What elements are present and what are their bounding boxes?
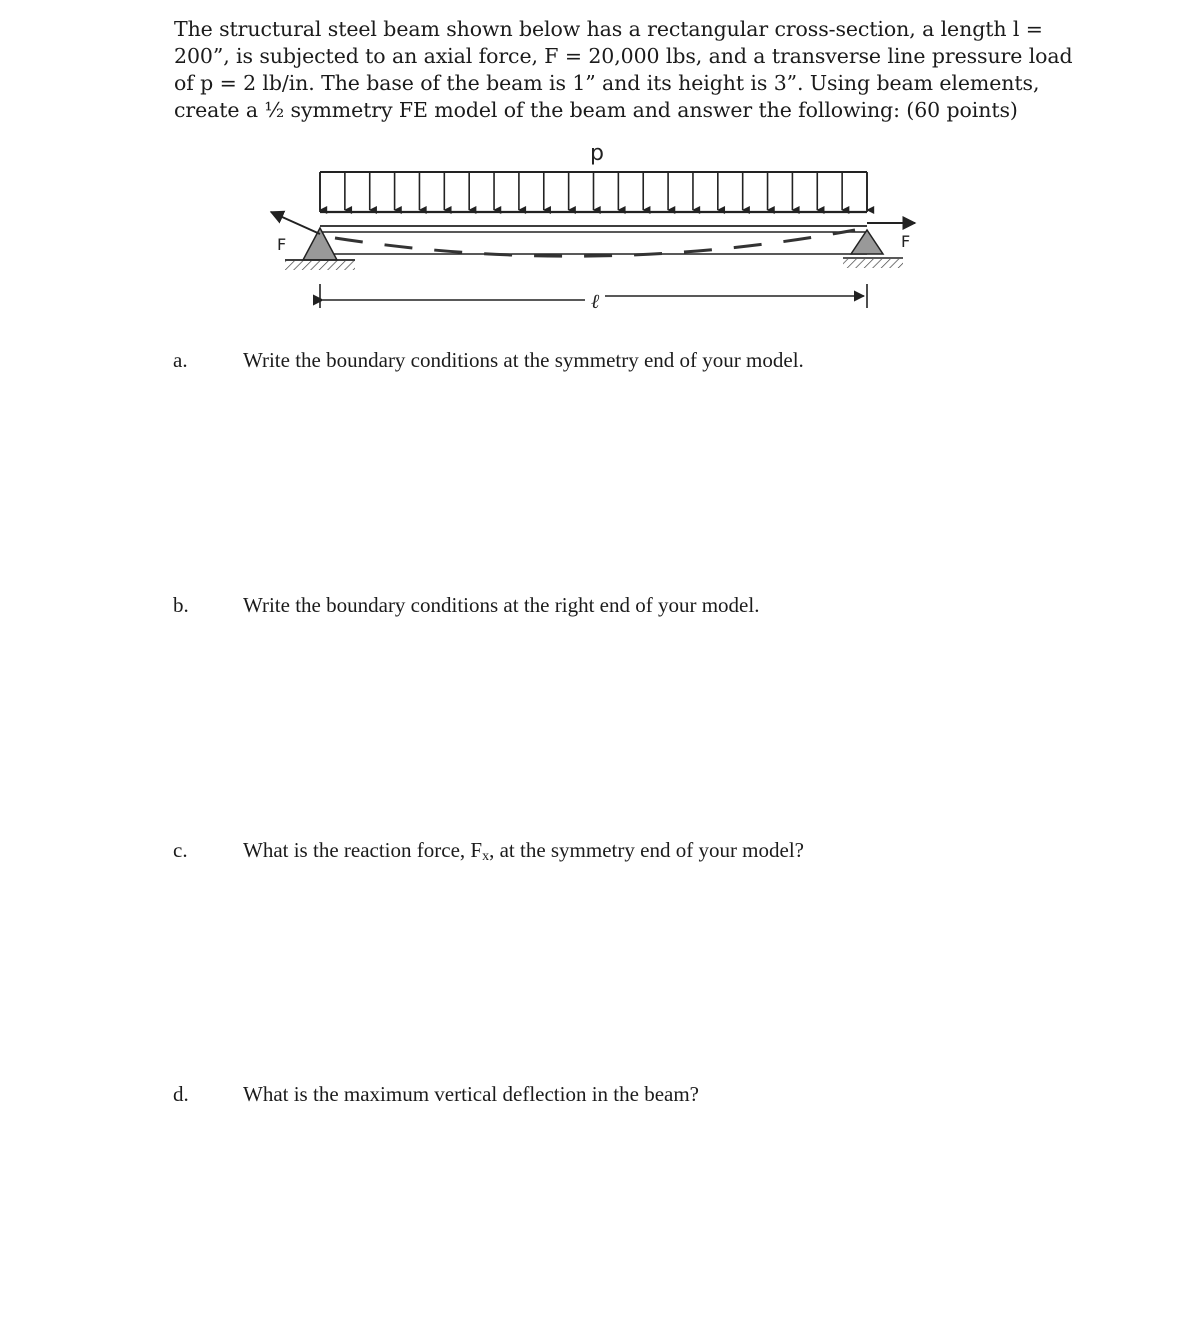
problem-line-4: create a ½ symmetry FE model of the beam and answer the following: (60 points) <box>174 98 1018 122</box>
problem-line-3: of p = 2 lb/in. The base of the beam is 1” and its height is 3”. Using beam elements, <box>174 71 1040 95</box>
left-pin-support <box>285 228 355 270</box>
question-d-letter: d. <box>173 1082 189 1106</box>
question-d-text: What is the maximum vertical deflection in the beam? <box>243 1082 700 1106</box>
question-c-text-before: What is the reaction force, F <box>243 838 483 862</box>
problem-statement <box>174 16 1073 124</box>
load-label: p <box>590 141 604 166</box>
left-force-label: F <box>277 235 287 254</box>
deflected-shape <box>335 230 855 256</box>
question-c-letter: c. <box>173 838 188 862</box>
question-c-text <box>243 837 804 870</box>
beam-diagram <box>255 130 925 330</box>
distributed-load <box>320 172 867 212</box>
question-a-letter: a. <box>173 348 188 372</box>
right-roller-support <box>843 230 903 268</box>
length-label: ℓ <box>590 289 600 313</box>
right-force-label: F <box>901 232 911 251</box>
problem-line-1: The structural steel beam shown below has a rectangular cross-section, a length l = <box>174 17 1043 41</box>
left-axial-force-arrow <box>271 212 320 234</box>
question-b-text: Write the boundary conditions at the right end of your model. <box>243 593 760 617</box>
question-a-text: Write the boundary conditions at the symmetry end of your model. <box>243 348 804 372</box>
question-c-subscript: x <box>482 849 490 864</box>
question-c-text-after: , at the symmetry end of your model? <box>489 838 804 862</box>
problem-line-2: 200”, is subjected to an axial force, F = 20,000 lbs, and a transverse line pressure load <box>174 44 1073 68</box>
question-b-letter: b. <box>173 593 189 617</box>
